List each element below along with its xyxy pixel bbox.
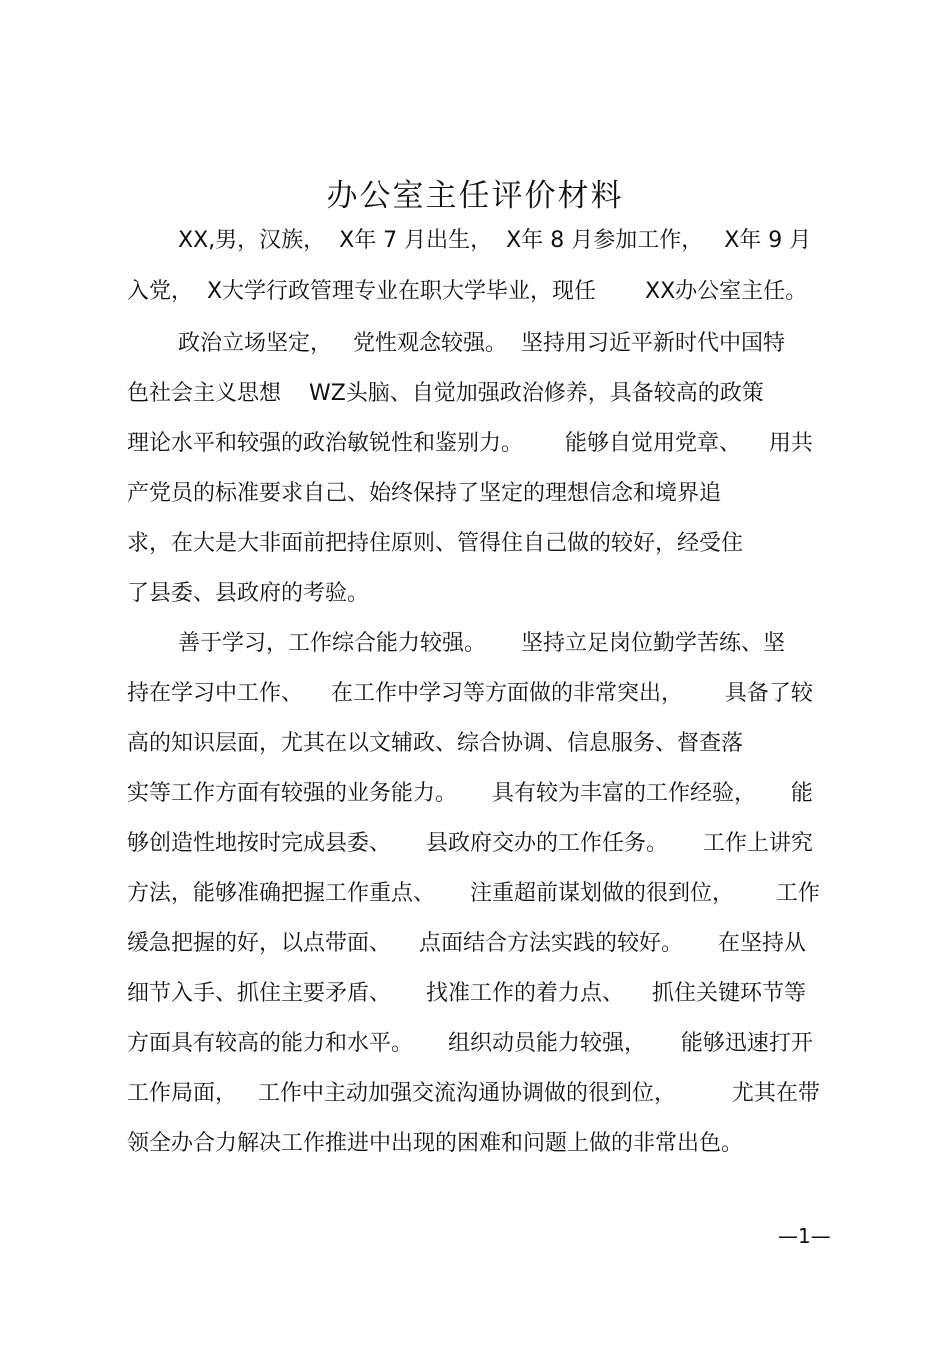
body-line: 高的知识层面，尤其在以文辅政、综合协调、信息服务、督查落	[127, 731, 744, 756]
body-line: 政治立场坚定， 党性观念较强。 坚持用习近平新时代中国特	[178, 331, 785, 356]
page-title: 办公室主任评价材料	[326, 178, 624, 214]
body-line: 工作局面， 工作中主动加强交流沟通协调做的很到位， 尤其在带	[127, 1081, 820, 1106]
body-line: 方法，能够准确把握工作重点、 注重超前谋划做的很到位， 工作	[127, 881, 820, 906]
body-line: 了县委、县政府的考验。	[127, 581, 370, 606]
body-line: 理论水平和较强的政治敏锐性和鉴别力。 能够自觉用党章、 用共	[127, 431, 813, 456]
page-number: —1—	[778, 1224, 831, 1248]
body-line: 缓急把握的好，以点带面、 点面结合方法实践的较好。 在坚持从	[127, 931, 806, 956]
body-line: 色社会主义思想 WZ头脑、自觉加强政治修养，具备较高的政策	[127, 381, 764, 406]
body-line: 细节入手、抓住主要矛盾、 找准工作的着力点、 抓住关键环节等	[127, 981, 806, 1006]
body-line: 入党， X大学行政管理专业在职大学毕业，现任 XX办公室主任。	[127, 279, 808, 304]
body-line: 产党员的标准要求自己、始终保持了坚定的理想信念和境界追	[127, 481, 722, 506]
body-line: 方面具有较高的能力和水平。 组织动员能力较强， 能够迅速打开	[127, 1031, 813, 1056]
body-line: 求，在大是大非面前把持住原则、管得住自己做的较好，经受住	[127, 531, 744, 556]
body-line: 实等工作方面有较强的业务能力。 具有较为丰富的工作经验， 能	[127, 781, 813, 806]
body-line: 持在学习中工作、 在工作中学习等方面做的非常突出， 具备了较	[127, 681, 813, 706]
body-line: 善于学习，工作综合能力较强。 坚持立足岗位勤学苦练、坚	[178, 631, 785, 656]
body-line: XX,男，汉族， X年 7 月出生， X年 8 月参加工作， X年 9 月	[178, 228, 812, 253]
body-line: 够创造性地按时完成县委、 县政府交办的工作任务。 工作上讲究	[127, 831, 813, 856]
body-line: 领全办合力解决工作推进中出现的困难和问题上做的非常出色。	[127, 1131, 744, 1156]
